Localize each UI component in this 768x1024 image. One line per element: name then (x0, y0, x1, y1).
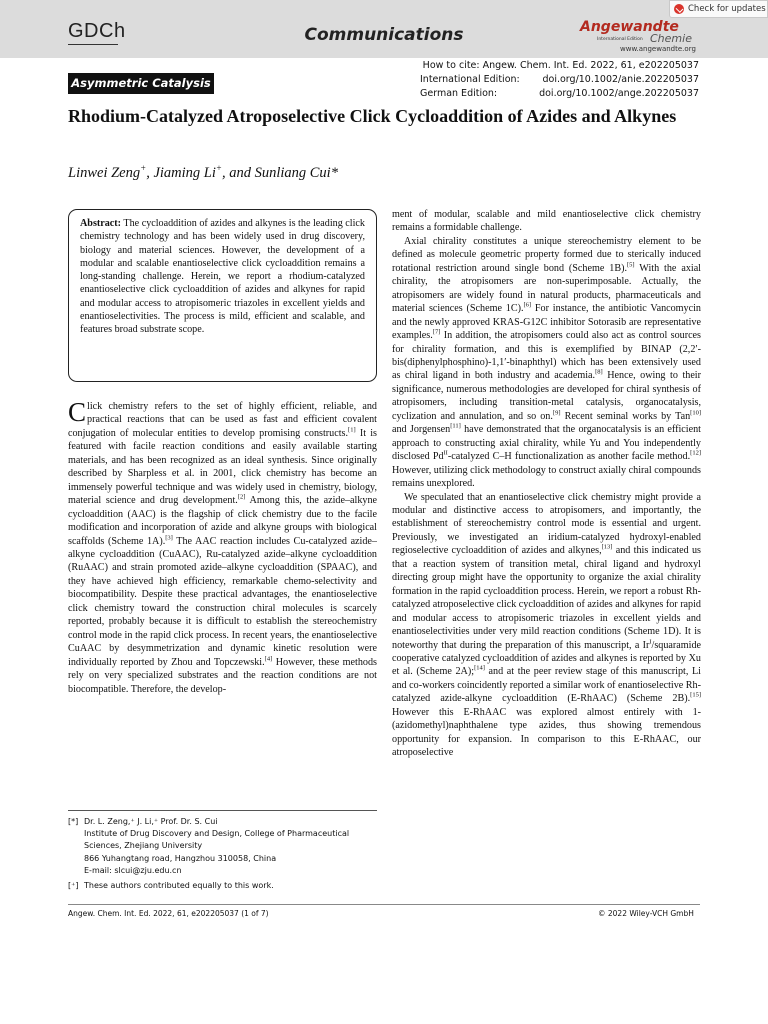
intl-edition-label: International Edition: (420, 74, 520, 85)
body-paragraph-axial-chirality: Axial chirality constitutes a unique stereochemistry element to be defined as molecule geometric property formed due to sterically induced rotational restriction around single bond (Scheme 1B).[5] With the axial chirality, the atropisomers are non-superimposable. Actually, the atropisomers are widely found in natural products, pharmaceuticals and material sciences (Scheme 1C).[6] For instance, the antibiotic Vancomycin and the newly approved KRAS-G12C inhibitor Sotorasib are representative examples.[7] In addition, the atropisomers could also act as control sources for chirality formation, and this is exemplified by BINAP (2,2′-bis(diphenylphosphino)-1,1′-binaphthyl) which has been extensively used as chiral ligand in both industry and academia.[8] Hence, owing to their significance, numerous methodologies are developed for chiral synthesis of atropisomers, including transition-metal catalysis, organocatalysis, cyclization and annulation, and so on.[9] Recent seminal works by Tan[10] and Jorgensen[11] have demonstrated that the organocatalysis is an efficient approach to constructing axial chirality, while Yu and You independently disclosed $Pd^{II}$-catalyzed C–H functionalization as another facile method.[12] However, utilizing click methodology to construct axially chiral compounds remains unexplored. (392, 235, 701, 490)
check-for-updates-button[interactable] (669, 0, 768, 18)
journal-url: www.angewandte.org (620, 45, 696, 53)
check-for-updates-label: Check for updates (688, 4, 766, 14)
affiliation-footnote (68, 816, 377, 877)
how-to-cite: How to cite: Angew. Chem. Int. Ed. 2022, 61, e202205037 (422, 60, 699, 71)
equal-contribution-footnote (68, 881, 274, 890)
footnote-mark: [*] (68, 817, 79, 826)
intro-paragraph (68, 397, 377, 696)
equal-contribution-note: These authors contributed equally to this work. (84, 881, 274, 890)
footnote-line: Dr. L. Zeng,⁺ J. Li,⁺ Prof. Dr. S. Cui (84, 817, 218, 826)
footnote-rule (68, 810, 377, 811)
footer-copyright: © 2022 Wiley-VCH GmbH (598, 909, 694, 918)
angewandte-logo-subtitle: International Edition (597, 37, 643, 42)
footnote-mark: [⁺] (68, 881, 79, 890)
right-body-column (392, 208, 701, 760)
angewandte-logo: Angewandte (580, 19, 679, 35)
abstract-text: The cycloaddition of azides and alkynes is the leading click chemistry technology and has been widely used in drug discovery, biology and material sciences. However, the development of a modular and scalable enantioselective click cycloaddition remains a long-standing challenge. Herein, we report a rhodium-catalyzed enantioselective click cycloaddition of azides and alkynes for rapid and modular access to atropisomeric triazoles in excellent yields and enantioselectivities. The process is mild, efficient and scalable, and features broad substrate scope. (80, 218, 365, 336)
chemie-logo: Chemie (650, 32, 692, 45)
article-title: Rhodium-Catalyzed Atroposelective Click Cycloaddition of Azides and Alkynes (68, 106, 677, 126)
footer-rule (68, 904, 700, 905)
footnote-line: Sciences, Zhejiang University (84, 841, 203, 851)
check-updates-icon (674, 4, 684, 14)
journal-header-bar (0, 0, 768, 58)
category-label: Asymmetric Catalysis (68, 73, 214, 94)
left-body-column (68, 397, 377, 696)
body-paragraph-speculation: We speculated that an enantioselective click chemistry might provide a modular and distinctive access to atropisomers, and importantly, the establishment of stereochemistry control mode is essential and urgent. Previously, we investigated an iridium-catalyzed hydroxyl-enabled regioselective cycloaddition of azides and alkynes,[13] and this indicated us that a reaction system of transition metal, chiral ligand and hydroxyl directing group might have the opportunity to organize the axial chirality formation in the rapid cycloaddition process. Herein, we report a robust Rh-catalyzed atroposelective click cycloaddition of azides and alkynes for rapid and modular access to atropisomeric triazoles in excellent yields and enantioselectivities under very mild reaction conditions (Scheme 1D). It is noteworthy that during the preparation of this manuscript, a $Ir^I$/squaramide cooperative catalyzed cycloaddition of azides and alkynes is reported by Xu et al. (Scheme 2A);[14] and at the peer review stage of this manuscript, Li and co-workers coincidently reported a similar work of enantioselective Rh-catalyzed azide-alkyne cycloaddition (E-RhAAC) (Scheme 2B).[15] However this E-RhAAC was explored almost entirely with 1-(azidomethyl)naphthalene type azides, thus showing tremendous opportunity for expansion. In comparison to this E-RhAAC, our atroposelective (392, 491, 701, 759)
intl-edition-doi-link[interactable]: doi.org/10.1002/anie.202205037 (542, 74, 699, 85)
section-type-heading: Communications (304, 25, 464, 45)
citation-block (420, 59, 699, 101)
body-paragraph-continued: ment of modular, scalable and mild enantioselective click chemistry remains a formidable challenge. (392, 209, 701, 234)
footnote-line: Institute of Drug Discovery and Design, College of Pharmaceutical (84, 829, 350, 839)
german-edition-label: German Edition: (420, 88, 498, 99)
gdch-logo: GDCh (68, 20, 126, 42)
abstract-label: Abstract: (80, 218, 122, 229)
drop-cap: C (68, 397, 87, 427)
author-list: Linwei Zeng+, Jiaming Li+, and Sunliang Cui* (68, 163, 338, 181)
intro-text: lick chemistry refers to the set of highly efficient, reliable, and practical reactions that can be used as fast and efficient covalent conjugation of molecular entities to develop promising constructs.[1] It is featured with facile reaction conditions and easily available starting materials, and has been recognized as an ideal synthesis. Since originally described by Sharpless et al. in 2001, click chemistry has become an immensely powerful technique and was widely used in chemistry, biology, material science and drug development.[2] Among this, the azide–alkyne cycloaddition (AAC) is the flagship of click chemistry due to the facile modification and incorporation of azide and alkyne groups with biological scaffolds (Scheme 1A).[3] The AAC reaction includes Cu-catalyzed azide–alkyne cycloaddition (CuAAC), Ru-catalyzed azide–alkyne cycloaddition (RuAAC) and strain promoted azide–alkyne cycloaddition (SPAAC), and they have achieved high efficiency, remarkable chemo-selectivity and biocompatibility. Despite these practical advantages, the enantioselective click chemistry toward the construction chiral molecules is scarcely reported, probably because it is difficult to establish the stereochemistry control mode in the rapid click process. In recent years, the enantioselective CuAAC by desymmetrization and dynamic kinetic resolution were individually reported by Zhou and Topczewski.[4] However, these methods rely on very specialized substrates and the reaction conditions are not biocompatible. Therefore, the develop- (68, 401, 377, 695)
abstract-box (68, 209, 377, 382)
footer-citation: Angew. Chem. Int. Ed. 2022, 61, e202205037 (1 of 7) (68, 909, 269, 918)
footnote-email: E-mail: slcui@zju.edu.cn (84, 865, 182, 875)
german-edition-doi-link[interactable]: doi.org/10.1002/ange.202205037 (539, 88, 699, 99)
footnote-line: 866 Yuhangtang road, Hangzhou 310058, China (84, 853, 277, 863)
